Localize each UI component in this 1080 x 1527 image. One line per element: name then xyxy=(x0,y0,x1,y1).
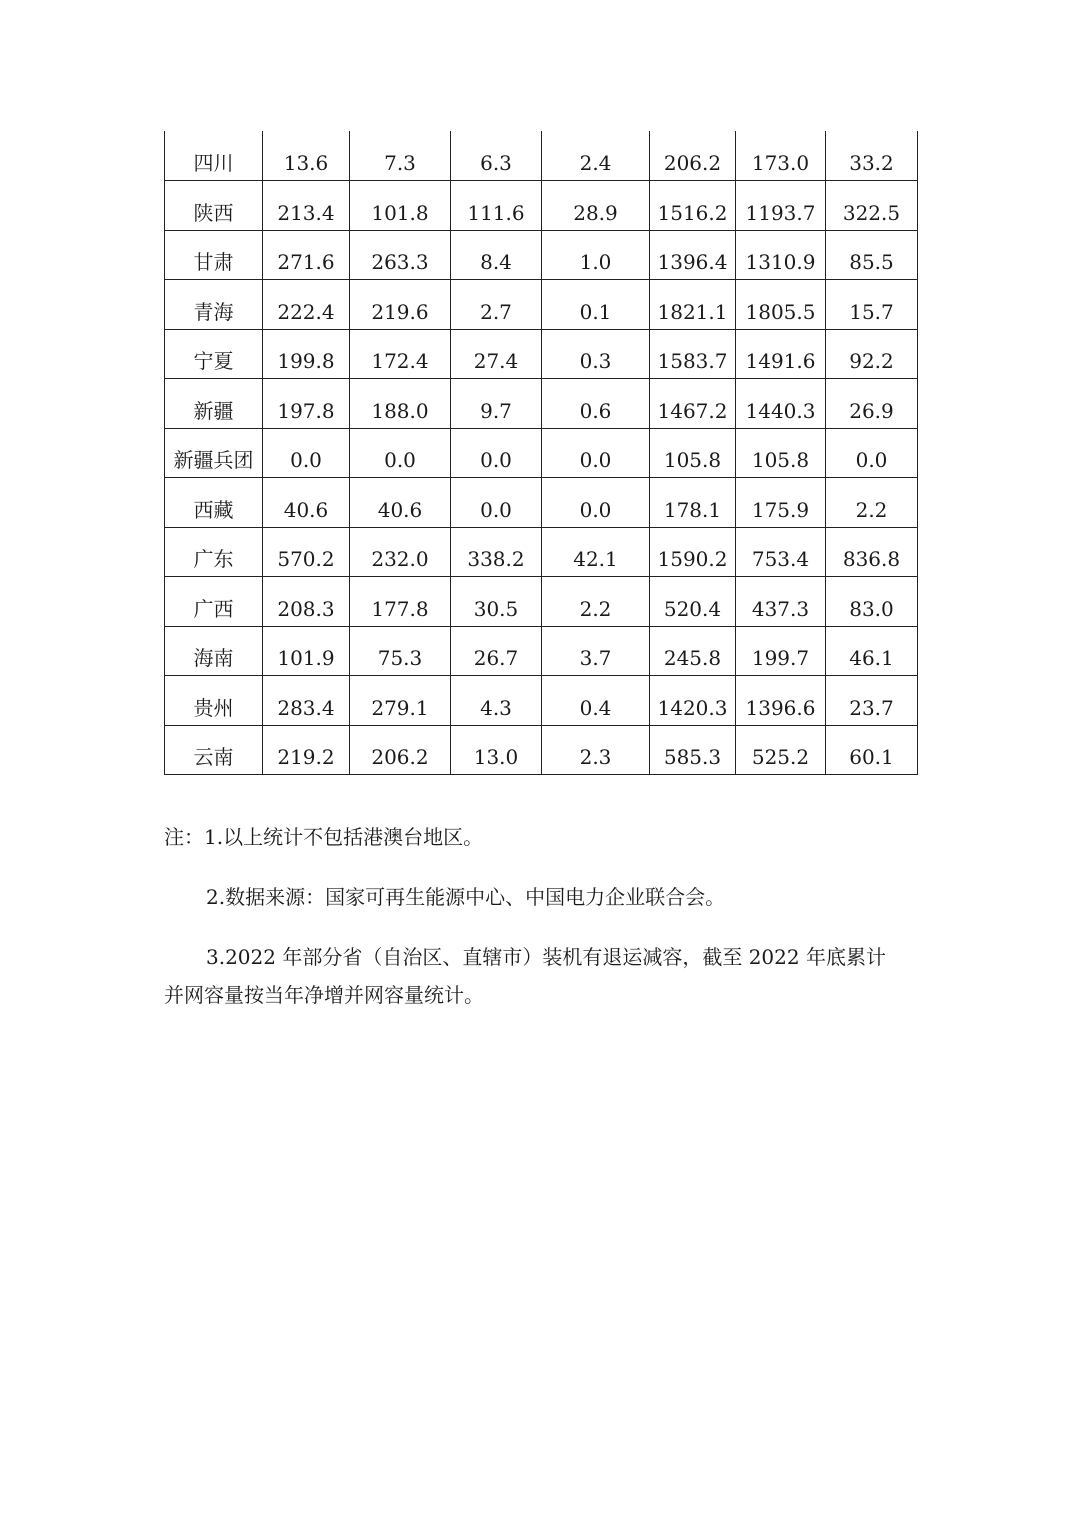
note-3: 3.2022 年部分省（自治区、直辖市）装机有退运减容，截至 2022 年底累计 xyxy=(206,945,886,969)
value-cell: 1396.6 xyxy=(736,676,826,726)
value-cell: 105.8 xyxy=(650,428,736,478)
value-cell: 208.3 xyxy=(263,577,350,627)
value-cell: 2.2 xyxy=(826,478,918,528)
value-cell: 199.8 xyxy=(263,329,350,379)
value-cell: 0.0 xyxy=(263,428,350,478)
table-row xyxy=(165,329,918,379)
value-cell: 101.9 xyxy=(263,626,350,676)
value-cell: 46.1 xyxy=(826,626,918,676)
value-cell: 263.3 xyxy=(350,230,451,280)
note-2: 2.数据来源：国家可再生能源中心、中国电力企业联合会。 xyxy=(206,885,726,909)
table-row xyxy=(165,676,918,726)
value-cell: 219.6 xyxy=(350,280,451,330)
region-cell: 甘肃 xyxy=(165,230,263,280)
value-cell: 753.4 xyxy=(736,527,826,577)
value-cell: 1491.6 xyxy=(736,329,826,379)
value-cell: 9.7 xyxy=(451,379,542,429)
value-cell: 2.2 xyxy=(542,577,650,627)
value-cell: 3.7 xyxy=(542,626,650,676)
value-cell: 1516.2 xyxy=(650,181,736,231)
region-cell: 广西 xyxy=(165,577,263,627)
value-cell: 0.0 xyxy=(542,428,650,478)
value-cell: 13.0 xyxy=(451,725,542,775)
value-cell: 175.9 xyxy=(736,478,826,528)
table-row xyxy=(165,230,918,280)
value-cell: 83.0 xyxy=(826,577,918,627)
value-cell: 520.4 xyxy=(650,577,736,627)
value-cell: 6.3 xyxy=(451,131,542,181)
value-cell: 75.3 xyxy=(350,626,451,676)
value-cell: 26.7 xyxy=(451,626,542,676)
value-cell: 85.5 xyxy=(826,230,918,280)
value-cell: 437.3 xyxy=(736,577,826,627)
region-cell: 陕西 xyxy=(165,181,263,231)
value-cell: 1821.1 xyxy=(650,280,736,330)
value-cell: 0.0 xyxy=(542,478,650,528)
value-cell: 585.3 xyxy=(650,725,736,775)
value-cell: 173.0 xyxy=(736,131,826,181)
value-cell: 23.7 xyxy=(826,676,918,726)
region-cell: 新疆兵团 xyxy=(165,428,263,478)
value-cell: 40.6 xyxy=(263,478,350,528)
value-cell: 42.1 xyxy=(542,527,650,577)
value-cell: 1590.2 xyxy=(650,527,736,577)
value-cell: 1193.7 xyxy=(736,181,826,231)
value-cell: 1.0 xyxy=(542,230,650,280)
value-cell: 105.8 xyxy=(736,428,826,478)
value-cell: 92.2 xyxy=(826,329,918,379)
value-cell: 13.6 xyxy=(263,131,350,181)
value-cell: 1805.5 xyxy=(736,280,826,330)
value-cell: 1583.7 xyxy=(650,329,736,379)
value-cell: 0.0 xyxy=(451,478,542,528)
value-cell: 28.9 xyxy=(542,181,650,231)
region-cell: 西藏 xyxy=(165,478,263,528)
value-cell: 111.6 xyxy=(451,181,542,231)
table-row xyxy=(165,131,918,181)
value-cell: 0.0 xyxy=(350,428,451,478)
value-cell: 222.4 xyxy=(263,280,350,330)
region-cell: 青海 xyxy=(165,280,263,330)
value-cell: 8.4 xyxy=(451,230,542,280)
value-cell: 232.0 xyxy=(350,527,451,577)
value-cell: 188.0 xyxy=(350,379,451,429)
value-cell: 172.4 xyxy=(350,329,451,379)
value-cell: 178.1 xyxy=(650,478,736,528)
region-cell: 云南 xyxy=(165,725,263,775)
value-cell: 0.0 xyxy=(451,428,542,478)
table-row xyxy=(165,478,918,528)
table-row xyxy=(165,527,918,577)
value-cell: 271.6 xyxy=(263,230,350,280)
table-body xyxy=(165,131,918,775)
value-cell: 2.4 xyxy=(542,131,650,181)
value-cell: 836.8 xyxy=(826,527,918,577)
value-cell: 219.2 xyxy=(263,725,350,775)
value-cell: 2.7 xyxy=(451,280,542,330)
table-row xyxy=(165,379,918,429)
value-cell: 283.4 xyxy=(263,676,350,726)
value-cell: 0.1 xyxy=(542,280,650,330)
value-cell: 60.1 xyxy=(826,725,918,775)
value-cell: 245.8 xyxy=(650,626,736,676)
value-cell: 197.8 xyxy=(263,379,350,429)
region-cell: 新疆 xyxy=(165,379,263,429)
table-row xyxy=(165,181,918,231)
note-3-continuation: 并网容量按当年净增并网容量统计。 xyxy=(164,983,484,1007)
value-cell: 1396.4 xyxy=(650,230,736,280)
region-cell: 宁夏 xyxy=(165,329,263,379)
value-cell: 570.2 xyxy=(263,527,350,577)
value-cell: 26.9 xyxy=(826,379,918,429)
note-1: 注：1.以上统计不包括港澳台地区。 xyxy=(164,825,484,849)
value-cell: 4.3 xyxy=(451,676,542,726)
value-cell: 101.8 xyxy=(350,181,451,231)
value-cell: 1467.2 xyxy=(650,379,736,429)
value-cell: 206.2 xyxy=(650,131,736,181)
value-cell: 322.5 xyxy=(826,181,918,231)
value-cell: 279.1 xyxy=(350,676,451,726)
value-cell: 525.2 xyxy=(736,725,826,775)
value-cell: 30.5 xyxy=(451,577,542,627)
value-cell: 7.3 xyxy=(350,131,451,181)
table-row xyxy=(165,626,918,676)
value-cell: 338.2 xyxy=(451,527,542,577)
region-cell: 四川 xyxy=(165,131,263,181)
value-cell: 1310.9 xyxy=(736,230,826,280)
value-cell: 1440.3 xyxy=(736,379,826,429)
region-cell: 贵州 xyxy=(165,676,263,726)
value-cell: 213.4 xyxy=(263,181,350,231)
value-cell: 0.4 xyxy=(542,676,650,726)
value-cell: 33.2 xyxy=(826,131,918,181)
table-row xyxy=(165,725,918,775)
value-cell: 0.3 xyxy=(542,329,650,379)
region-cell: 海南 xyxy=(165,626,263,676)
value-cell: 0.0 xyxy=(826,428,918,478)
value-cell: 1420.3 xyxy=(650,676,736,726)
value-cell: 27.4 xyxy=(451,329,542,379)
table-row xyxy=(165,428,918,478)
value-cell: 40.6 xyxy=(350,478,451,528)
value-cell: 15.7 xyxy=(826,280,918,330)
value-cell: 206.2 xyxy=(350,725,451,775)
value-cell: 2.3 xyxy=(542,725,650,775)
table-row xyxy=(165,577,918,627)
value-cell: 0.6 xyxy=(542,379,650,429)
region-cell: 广东 xyxy=(165,527,263,577)
value-cell: 177.8 xyxy=(350,577,451,627)
capacity-table xyxy=(164,131,918,775)
table-row xyxy=(165,280,918,330)
value-cell: 199.7 xyxy=(736,626,826,676)
